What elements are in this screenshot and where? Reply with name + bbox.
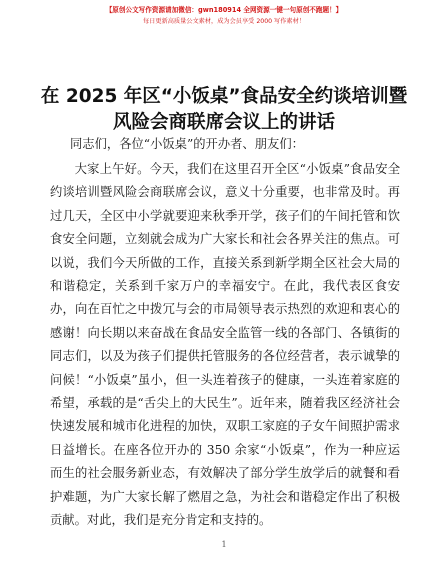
banner-line-2: 每日更新高质量公文素材，成为会员享受 2000 写作素材！ bbox=[143, 18, 305, 25]
document-body bbox=[50, 158, 400, 533]
banner-line-1: 【原创公文写作资源请加微信：gwn180914 全网资源一键一句原创不跑题！】 bbox=[105, 6, 343, 14]
header-banner bbox=[0, 4, 448, 27]
page-number: 1 bbox=[221, 540, 227, 549]
salutation: 同志们，各位“小饭桌”的开办者、朋友们： bbox=[70, 137, 304, 151]
body-paragraph: 大家上午好。今天，我们在这里召开全区“小饭桌”食品安全约谈培训暨风险会商联席会议，意义十分重要，也非常及时。再过几天，全区中小学就要迎来秋季开学，孩子们的午间托管和饮食安全问题，立刻就会成为广大家长和社会各界关注的焦点。可以说，我们今天所做的工作，直接关系到新学期全区社会大局的和谐稳定，关系到千家万户的幸福安宁。在此，我代表区食安办，向在百忙之中拨冗与会的市局领导表示热烈的欢迎和衷心的感谢！向长期以来奋战在食品安全监管一线的各部门、各镇街的同志们，以及为孩子们提供托管服务的各位经营者，表示诚挚的问候！“小饭桌”虽小，但一头连着孩子的健康，一头连着家庭的希望，承载的是“舌尖上的大民生”。近年来，随着我区经济社会快速发展和城市化进程的加快，双职工家庭的子女午间照护需求日益增长。在座各位开办的 350 余家“小饭桌”，作为一种应运而生的社会服务新业态，有效解决了部分学生放学后的就餐和看护难题，为广大家长解了燃眉之急，为社会和谐稳定作出了积极贡献。对此，我们是充分肯定和支持的。 bbox=[50, 162, 400, 528]
document-title: 在 2025 年区“小饭桌”食品安全约谈培训暨风险会商联席会议上的讲话 bbox=[40, 86, 408, 134]
